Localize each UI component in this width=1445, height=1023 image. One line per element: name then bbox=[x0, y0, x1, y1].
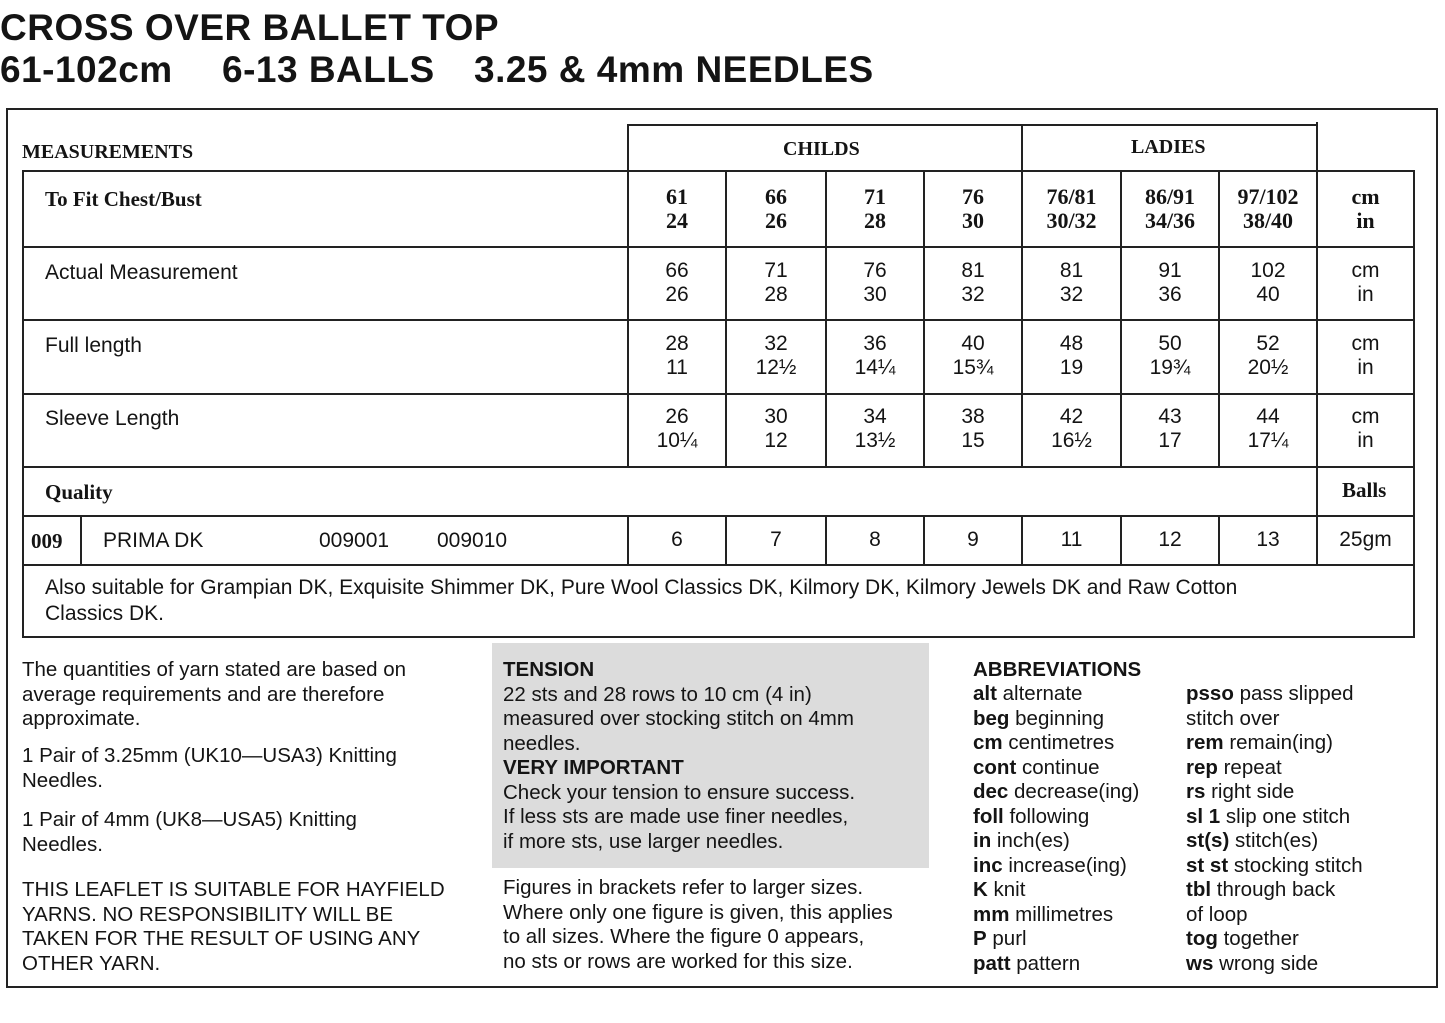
abbreviations-heading: ABBREVIATIONS bbox=[973, 658, 1142, 681]
abbreviation-item bbox=[973, 780, 1139, 805]
cell-in: 11 bbox=[666, 356, 688, 379]
cell-cm: 81 bbox=[1059, 259, 1084, 282]
ball-count-cell: 7 bbox=[770, 528, 782, 551]
cell-cm: 34 bbox=[863, 405, 887, 428]
row-label: Full length bbox=[45, 334, 142, 357]
needle-sizes: 3.25 & 4mm NEEDLES bbox=[474, 49, 874, 90]
ball-count-cell: 6 bbox=[671, 528, 683, 551]
abbreviation-item bbox=[1186, 878, 1363, 903]
abbreviation-meaning: pattern bbox=[1016, 951, 1081, 975]
abbreviation-term: rem bbox=[1186, 731, 1224, 754]
cell-cm: 91 bbox=[1158, 259, 1182, 282]
abbreviation-term: st(s) bbox=[1186, 829, 1230, 852]
childs-label: CHILDS bbox=[783, 138, 860, 160]
unit-label: in bbox=[1357, 283, 1374, 306]
abbreviation-item bbox=[973, 805, 1139, 830]
cell-in: 15 bbox=[961, 429, 985, 452]
cell-cm: 76 bbox=[962, 184, 984, 209]
ball-count-cell: 8 bbox=[869, 528, 881, 551]
abbreviation-meaning: decrease(ing) bbox=[1014, 780, 1140, 803]
unit-label: cm bbox=[1351, 184, 1380, 209]
abbreviation-meaning: remain(ing) bbox=[1229, 731, 1333, 754]
abbreviation-meaning: knit bbox=[993, 878, 1026, 901]
abbreviation-term: tog bbox=[1186, 927, 1218, 950]
yarn-shade-1: 009001 bbox=[319, 529, 390, 552]
cell-in: 36 bbox=[1158, 283, 1182, 306]
row-label: Sleeve Length bbox=[45, 407, 180, 430]
abbreviation-meaning: of loop bbox=[1186, 902, 1248, 926]
abbreviation-term: cm bbox=[973, 731, 1003, 754]
abbreviation-term: st st bbox=[1186, 853, 1229, 877]
abbreviation-meaning: together bbox=[1223, 927, 1299, 950]
cell-cm: 86/91 bbox=[1144, 184, 1196, 209]
cell-cm: 32 bbox=[764, 332, 788, 355]
abbreviation-meaning: continue bbox=[1021, 755, 1100, 779]
measurements-label: MEASUREMENTS bbox=[22, 141, 194, 163]
cell-in: 30/32 bbox=[1046, 208, 1097, 233]
row-label: To Fit Chest/Bust bbox=[45, 187, 202, 211]
cell-cm: 76 bbox=[863, 259, 887, 282]
abbreviation-meaning: slip one stitch bbox=[1225, 804, 1351, 828]
cell-in: 12 bbox=[764, 429, 788, 452]
yarn-unit: 25gm bbox=[1339, 528, 1392, 551]
yarn-name: PRIMA DK bbox=[103, 529, 204, 552]
unit-label: in bbox=[1357, 429, 1374, 452]
abbreviation-term: K bbox=[973, 878, 988, 901]
abbreviation-meaning: increase(ing) bbox=[1008, 853, 1127, 877]
abbreviation-item bbox=[1186, 927, 1363, 952]
needle-note-1: 1 Pair of 3.25mm (UK10—USA3) Knitting Needles. bbox=[22, 744, 397, 792]
cell-cm: 81 bbox=[961, 259, 985, 282]
cell-in: 15¾ bbox=[952, 356, 994, 379]
disclaimer-note: THIS LEAFLET IS SUITABLE FOR HAYFIELD YARNS. NO RESPONSIBILITY WILL BE TAKEN FOR THE RESULT OF USING ANY OTHER YARN. bbox=[22, 878, 445, 975]
very-important-heading: VERY IMPORTANT bbox=[503, 756, 684, 779]
cell-cm: 43 bbox=[1158, 405, 1182, 428]
cell-cm: 40 bbox=[961, 332, 985, 355]
cell-in: 28 bbox=[864, 208, 886, 233]
cell-cm: 71 bbox=[764, 259, 788, 282]
unit-label: in bbox=[1357, 356, 1374, 379]
cell-in: 26 bbox=[765, 208, 787, 233]
abbreviation-term: inc bbox=[973, 853, 1003, 877]
abbreviation-meaning: pass slipped bbox=[1239, 682, 1354, 705]
cell-in: 30 bbox=[863, 283, 887, 306]
abbreviation-item bbox=[973, 756, 1139, 781]
abbreviation-term: ws bbox=[1186, 951, 1214, 975]
cell-cm: 97/102 bbox=[1237, 184, 1299, 209]
abbreviation-term: foll bbox=[973, 804, 1004, 828]
cell-in: 17¼ bbox=[1247, 429, 1289, 452]
abbreviation-term: psso bbox=[1186, 682, 1234, 705]
cell-cm: 61 bbox=[666, 184, 688, 209]
cell-in: 32 bbox=[961, 283, 985, 306]
abbreviation-term: in bbox=[973, 829, 992, 852]
abbreviation-term: sl 1 bbox=[1186, 804, 1221, 828]
cell-in: 24 bbox=[666, 208, 688, 233]
cell-in: 26 bbox=[665, 283, 689, 306]
abbreviation-item bbox=[973, 878, 1139, 903]
abbreviation-item bbox=[973, 854, 1139, 879]
abbreviation-term: cont bbox=[973, 755, 1017, 779]
ball-count-cell: 11 bbox=[1060, 528, 1083, 551]
cell-cm: 36 bbox=[863, 332, 887, 355]
row-label: Actual Measurement bbox=[45, 261, 238, 284]
needle-note-2: 1 Pair of 4mm (UK8—USA5) Knitting Needles. bbox=[22, 808, 357, 856]
abbreviation-item bbox=[973, 903, 1139, 928]
unit-label: cm bbox=[1351, 259, 1380, 282]
abbreviation-meaning: stitch over bbox=[1186, 706, 1280, 730]
cell-cm: 42 bbox=[1059, 405, 1084, 428]
abbreviation-item bbox=[973, 829, 1139, 854]
cell-in: 40 bbox=[1256, 283, 1280, 306]
abbreviation-term: rep bbox=[1186, 755, 1218, 779]
cell-in: 17 bbox=[1158, 429, 1182, 452]
abbreviation-meaning: through back bbox=[1216, 878, 1336, 901]
cell-in: 30 bbox=[962, 208, 984, 233]
abbreviation-term: mm bbox=[973, 902, 1010, 926]
ball-count-cell: 12 bbox=[1158, 528, 1182, 551]
abbreviations-column-1 bbox=[973, 682, 1139, 976]
abbreviation-item bbox=[1186, 829, 1363, 854]
abbreviation-term: alt bbox=[973, 682, 997, 705]
balls-label: Balls bbox=[1342, 478, 1387, 502]
cell-cm: 44 bbox=[1256, 405, 1280, 428]
abbreviation-meaning: stocking stitch bbox=[1233, 853, 1363, 877]
abbreviation-item bbox=[1186, 707, 1363, 732]
abbreviation-item bbox=[1186, 780, 1363, 805]
cell-cm: 38 bbox=[961, 405, 985, 428]
abbreviation-item bbox=[973, 952, 1139, 977]
abbreviation-item bbox=[1186, 731, 1363, 756]
unit-label: in bbox=[1356, 208, 1375, 233]
abbreviation-term: tbl bbox=[1186, 878, 1212, 901]
ladies-label: LADIES bbox=[1131, 136, 1206, 158]
cell-in: 32 bbox=[1059, 283, 1084, 306]
abbreviation-term: patt bbox=[973, 951, 1011, 975]
abbreviation-item bbox=[1186, 682, 1363, 707]
abbreviation-meaning: millimetres bbox=[1015, 902, 1114, 926]
cell-cm: 30 bbox=[764, 405, 788, 428]
abbreviation-item bbox=[1186, 854, 1363, 879]
cell-in: 16½ bbox=[1051, 429, 1092, 452]
cell-in: 20½ bbox=[1247, 356, 1289, 379]
quantities-note: The quantities of yarn stated are based on average requirements and are therefore approximate. bbox=[22, 658, 407, 730]
cell-in: 12½ bbox=[755, 356, 797, 379]
figures-note: Figures in brackets refer to larger sizes. Where only one figure is given, this applies to all sizes. Where the figure 0 appears, no sts or rows are worked for this size. bbox=[503, 876, 893, 973]
tension-heading: TENSION bbox=[503, 658, 595, 681]
cell-in: 14¼ bbox=[854, 356, 896, 379]
cell-cm: 50 bbox=[1158, 332, 1182, 355]
cell-in: 34/36 bbox=[1144, 208, 1196, 233]
abbreviation-meaning: repeat bbox=[1223, 755, 1282, 779]
abbreviation-meaning: beginning bbox=[1015, 706, 1105, 730]
cell-cm: 102 bbox=[1250, 259, 1286, 282]
page-title: CROSS OVER BALLET TOP bbox=[0, 7, 500, 48]
abbreviation-meaning: alternate bbox=[1002, 682, 1083, 705]
abbreviation-item bbox=[973, 731, 1139, 756]
cell-in: 13½ bbox=[854, 429, 896, 452]
unit-label: cm bbox=[1351, 332, 1380, 355]
yarn-shade-2: 009010 bbox=[437, 529, 508, 552]
cell-in: 10¼ bbox=[656, 429, 698, 452]
abbreviation-meaning: wrong side bbox=[1219, 951, 1319, 975]
abbreviation-item bbox=[973, 682, 1139, 707]
abbreviation-item bbox=[1186, 952, 1363, 977]
abbreviation-item bbox=[1186, 903, 1363, 928]
cell-cm: 48 bbox=[1059, 332, 1084, 355]
abbreviations-column-2 bbox=[1186, 682, 1363, 976]
abbreviation-meaning: following bbox=[1009, 804, 1090, 828]
quality-label: Quality bbox=[45, 480, 113, 504]
abbreviation-item bbox=[973, 707, 1139, 732]
abbreviation-term: beg bbox=[973, 706, 1010, 730]
also-suitable-line-1: Also suitable for Grampian DK, Exquisite Shimmer DK, Pure Wool Classics DK, Kilmory DK, Kilmory Jewels DK and Raw Cotton bbox=[45, 576, 1238, 599]
cell-in: 28 bbox=[764, 283, 788, 306]
abbreviation-item bbox=[1186, 805, 1363, 830]
ball-count-cell: 13 bbox=[1256, 528, 1280, 551]
cell-cm: 66 bbox=[765, 184, 787, 209]
cell-in: 19 bbox=[1059, 356, 1084, 379]
ball-count-cell: 9 bbox=[967, 528, 979, 551]
tension-section: TENSION 22 sts and 28 rows to 10 cm (4 in) measured over stocking stitch on 4mm needles. VERY IMPORTANT Check your tension to ensure success. If less sts are made use finer needles, if more sts, use larger needles. bbox=[503, 658, 856, 853]
abbreviation-meaning: centimetres bbox=[1008, 731, 1115, 754]
cell-cm: 26 bbox=[665, 405, 689, 428]
abbreviation-meaning: right side bbox=[1211, 780, 1295, 803]
yarn-code: 009 bbox=[31, 529, 63, 553]
cell-cm: 66 bbox=[665, 259, 689, 282]
abbreviation-item bbox=[973, 927, 1139, 952]
abbreviation-meaning: purl bbox=[992, 927, 1027, 950]
abbreviation-meaning: inch(es) bbox=[996, 829, 1070, 852]
unit-label: cm bbox=[1351, 405, 1380, 428]
also-suitable-line-2: Classics DK. bbox=[45, 602, 165, 625]
abbreviation-term: rs bbox=[1186, 780, 1206, 803]
abbreviation-term: P bbox=[973, 927, 987, 950]
abbreviation-meaning: stitch(es) bbox=[1235, 829, 1319, 852]
abbreviation-term: dec bbox=[973, 780, 1009, 803]
cell-cm: 28 bbox=[665, 332, 689, 355]
size-range: 61-102cm bbox=[0, 49, 173, 90]
abbreviation-item bbox=[1186, 756, 1363, 781]
cell-cm: 71 bbox=[864, 184, 886, 209]
cell-cm: 52 bbox=[1256, 332, 1280, 355]
cell-in: 19¾ bbox=[1149, 356, 1191, 379]
ball-count: 6-13 BALLS bbox=[222, 49, 435, 90]
cell-in: 38/40 bbox=[1242, 208, 1294, 233]
cell-cm: 76/81 bbox=[1046, 184, 1097, 209]
